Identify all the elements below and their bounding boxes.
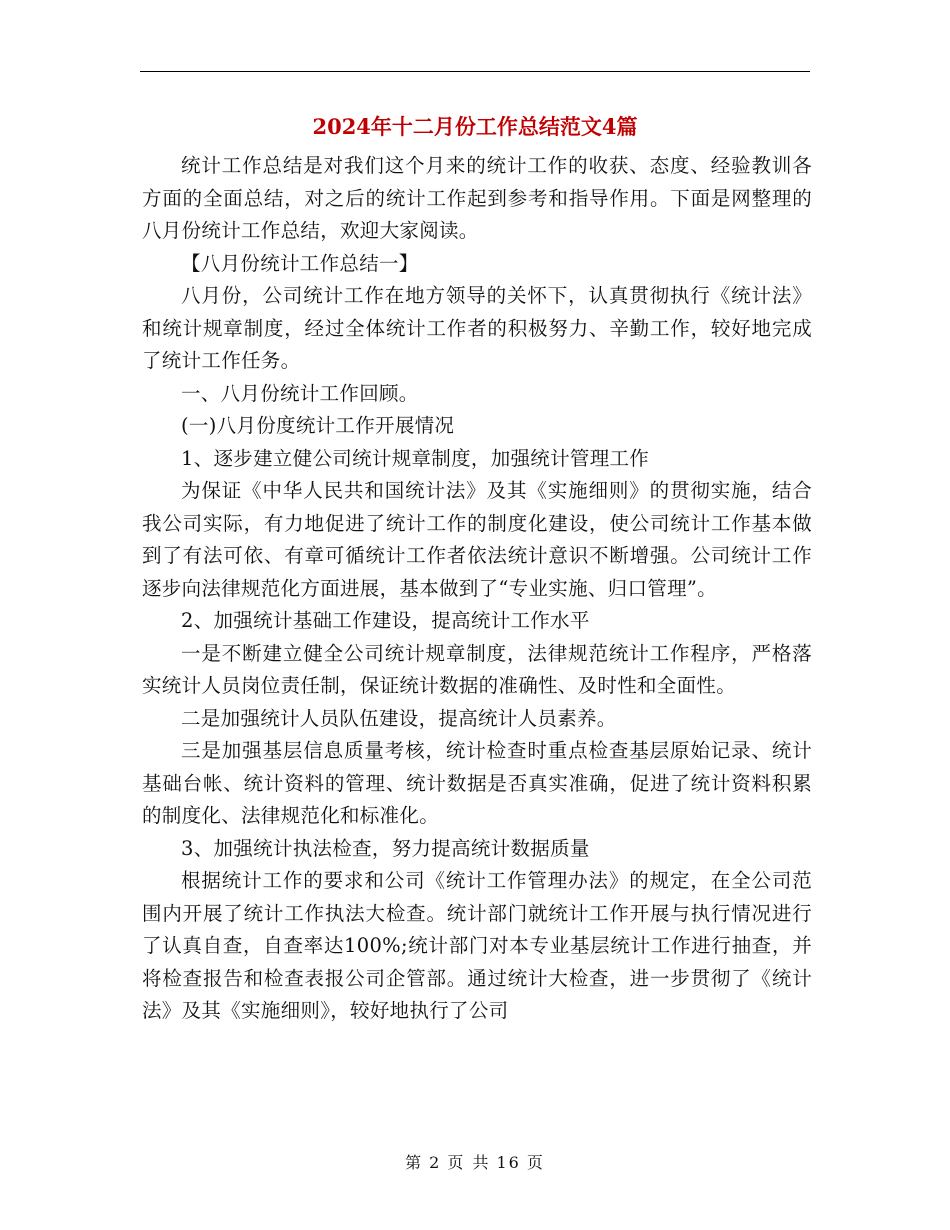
- paragraph: 一是不断建立健全公司统计规章制度，法律规范统计工作程序，严格落实统计人员岗位责任制，保证统计数据的准确性、及时性和全面性。: [142, 641, 812, 697]
- document-title: 2024年十二月份工作总结范文4篇: [312, 114, 638, 139]
- paragraph: 八月份，公司统计工作在地方领导的关怀下，认真贯彻执行《统计法》和统计规章制度，经过全体统计工作者的积极努力、辛勤工作，较好地完成了统计工作任务。: [142, 284, 812, 372]
- header-rule: [140, 71, 810, 72]
- paragraph: 二是加强统计人员队伍建设，提高统计人员素养。: [181, 706, 617, 730]
- section-heading: 【八月份统计工作总结一】: [181, 251, 419, 275]
- footer-prefix: 第: [405, 1153, 424, 1172]
- paragraph-intro: 统计工作总结是对我们这个月来的统计工作的收获、态度、经验教训各方面的全面总结，对之后的统计工作起到参考和指导作用。下面是网整理的八月份统计工作总结，欢迎大家阅读。: [142, 154, 812, 242]
- heading-level-3: 3、加强统计执法检查，努力提高统计数据质量: [181, 836, 590, 860]
- page-footer: [0, 1153, 950, 1173]
- heading-level-1: 一、八月份统计工作回顾。: [181, 381, 419, 405]
- footer-mid: 页 共: [447, 1153, 491, 1172]
- current-page-number: 2: [429, 1153, 442, 1172]
- footer-suffix: 页: [526, 1153, 545, 1172]
- paragraph: 根据统计工作的要求和公司《统计工作管理办法》的规定，在全公司范围内开展了统计工作执法大检查。统计部门就统计工作开展与执行情况进行了认真自查，自查率达100%;统计部门对本专业基层统计工作进行抽查，并将检查报告和检查表报公司企管部。通过统计大检查，进一步贯彻了《统计法》及其《实施细则》，较好地执行了公司: [142, 869, 812, 1022]
- paragraph: 为保证《中华人民共和国统计法》及其《实施细则》的贯彻实施，结合我公司实际，有力地促进了统计工作的制度化建设，使公司统计工作基本做到了有法可依、有章可循统计工作者依法统计意识不断增强。公司统计工作逐步向法律规范化方面进展，基本做到了“专业实施、归口管理”。: [142, 479, 812, 600]
- document-body: [142, 150, 812, 1028]
- heading-level-3: 2、加强统计基础工作建设，提高统计工作水平: [181, 609, 590, 632]
- paragraph: 三是加强基层信息质量考核，统计检查时重点检查基层原始记录、统计基础台帐、统计资料的管理、统计数据是否真实准确，促进了统计资料积累的制度化、法律规范化和标准化。: [142, 739, 812, 827]
- total-page-count: 16: [496, 1153, 521, 1172]
- heading-level-3: 1、逐步建立健公司统计规章制度，加强统计管理工作: [181, 446, 650, 470]
- heading-level-2: (一)八月份度统计工作开展情况: [181, 414, 455, 437]
